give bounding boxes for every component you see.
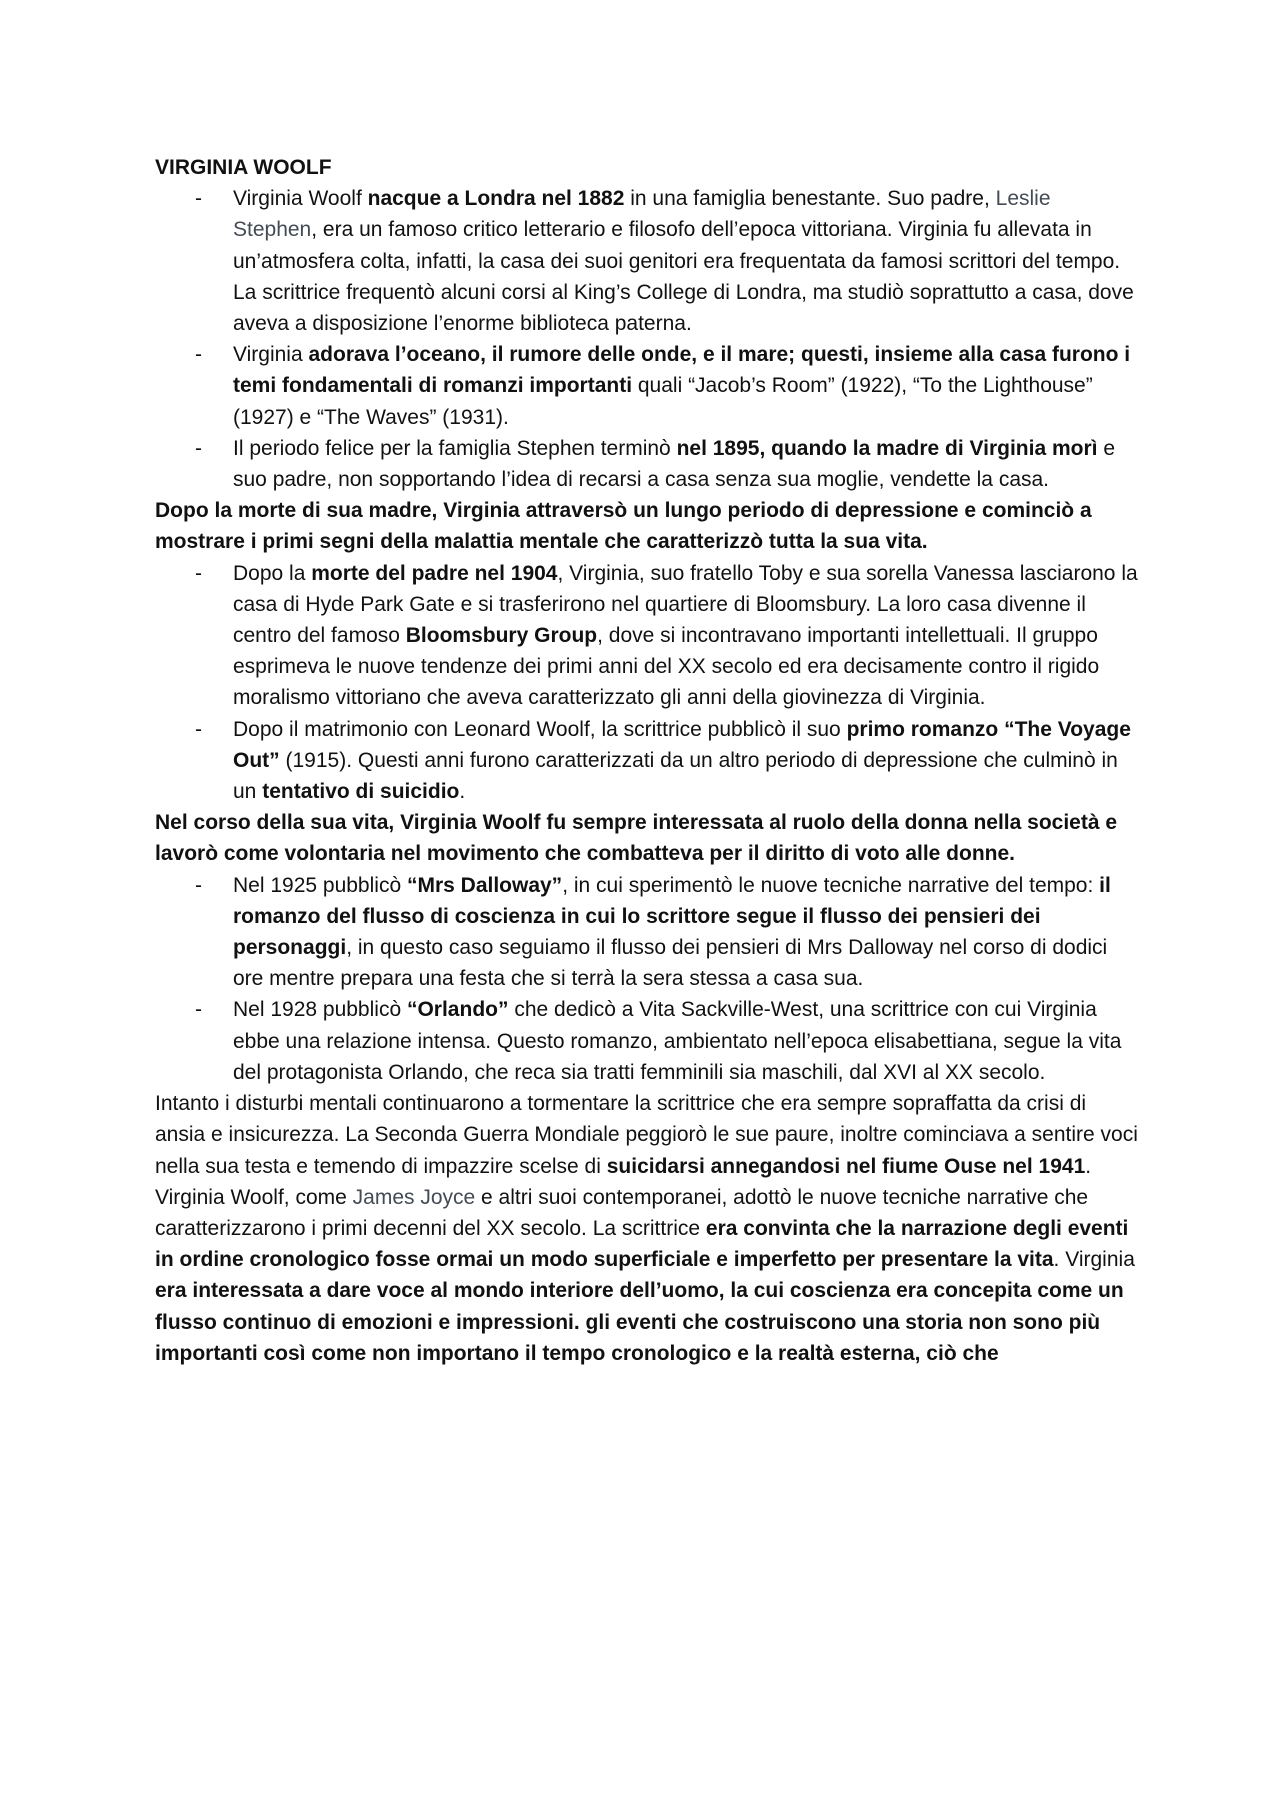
paragraph-women-rights (155, 807, 1140, 869)
paragraph-late-life (155, 1088, 1140, 1182)
bold-run: nacque a Londra nel 1882 (367, 187, 625, 211)
text-run: , in questo caso seguiamo il flusso dei pensieri di Mrs Dalloway nel corso di dodici ore mentre prepara una festa che si terrà la sera stessa a casa sua. (233, 936, 1108, 991)
paragraph-depression (155, 495, 1140, 557)
text-run: e suo padre, non sopportando l’idea di recarsi a casa senza sua moglie, vendette la casa. (233, 436, 1115, 492)
bold-run: tentativo di suicidio (262, 780, 460, 804)
list-item (233, 183, 1140, 339)
text-run: quali “Jacob’s Room” (1922), “To the Lighthouse” (1927) e “The Waves” (1931). (233, 374, 1093, 429)
text-run: Intanto i disturbi mentali continuarono a tormentare la scrittrice che era sempre sopraffatta da crisi di ansia e insicurezza. La Seconda Guerra Mondiale peggiorò le sue paure, inoltre cominciava a sentire voci nella sua testa e temendo di impazzire scelse di (155, 1092, 1138, 1178)
list-item (233, 339, 1140, 433)
text-run: Il periodo felice per la famiglia Stephen terminò (233, 436, 677, 460)
text-run: Virginia (233, 343, 309, 367)
text-run: , era un famoso critico letterario e filosofo dell’epoca vittoriana. Virginia fu allevata in un’atmosfera colta, infatti, la casa dei suoi genitori era frequentata da famosi scrittori del tempo. La scrittrice frequentò alcuni corsi al King’s College di Londra, ma studiò soprattutto a casa, dove aveva a disposizione l’enorme biblioteca paterna. (233, 218, 1134, 336)
text-run: , dove si incontravano importanti intellettuali. Il gruppo esprimeva le nuove tendenze dei primi anni del XX secolo ed era decisamente contro il rigido moralismo vittoriano che aveva caratterizzato gli anni della giovinezza di Virginia. (233, 624, 1100, 710)
name-link-james-joyce[interactable]: James Joyce (352, 1185, 476, 1209)
text-run: . (459, 780, 466, 804)
bold-run: era interessata a dare voce al mondo interiore dell’uomo, la cui coscienza era concepita come un flusso continuo di emozioni e impressioni. gli eventi che costruiscono una storia non sono più importanti così come non importano il tempo cronologico e la realtà esterna, ciò che (155, 1279, 1124, 1365)
list-item (233, 558, 1140, 714)
bold-run: morte del padre nel 1904 (311, 561, 558, 585)
bold-run: “Orlando” (406, 998, 509, 1022)
text-run: che dedicò a Vita Sackville-West, una scrittrice con cui Virginia ebbe una relazione intensa. Questo romanzo, ambientato nell’epoca elisabettiana, segue la vita del protagonista Orlando, che reca sia tratti femminili sia maschili, dal XVI al XX secolo. (233, 998, 1122, 1084)
document-title: VIRGINIA WOOLF (155, 156, 332, 179)
bullet-list-bloomsbury (155, 558, 1140, 808)
bold-run: suicidarsi annegandosi nel fiume Ouse nel 1941 (606, 1154, 1086, 1178)
text-run: (1915). Questi anni furono caratterizzati da un altro periodo di depressione che culminò in un (233, 748, 1118, 804)
list-item (233, 870, 1140, 995)
list-item (233, 994, 1140, 1088)
text-run: in una famiglia benestante. Suo padre, (624, 187, 996, 211)
bold-run: Dopo la morte di sua madre, Virginia attraversò un lungo periodo di depressione e cominciò a mostrare i primi segni della malattia mentale che caratterizzò tutta la sua vita. (155, 499, 1092, 554)
text-run: . (1085, 1154, 1092, 1178)
name-link-leslie-stephen[interactable]: Leslie Stephen (233, 187, 1051, 242)
text-run: Virginia Woolf, come (155, 1185, 353, 1209)
text-run: e altri suoi contemporanei, adottò le nuove tecniche narrative che caratterizzarono i primi decenni del XX secolo. La scrittrice (155, 1185, 1089, 1240)
bold-run: il romanzo del flusso di coscienza in cui lo scrittore segue il flusso dei pensieri dei personaggi (233, 873, 1111, 960)
bold-run: “Mrs Dalloway” (406, 873, 563, 897)
bold-run: Nel corso della sua vita, Virginia Woolf fu sempre interessata al ruolo della donna nella società e lavorò come volontaria nel movimento che combatteva per il diritto di voto alle donne. (155, 811, 1118, 866)
list-item (233, 714, 1140, 808)
bold-run: era convinta che la narrazione degli eventi in ordine cronologico fosse ormai un modo superficiale e imperfetto per presentare la vita (155, 1216, 1129, 1272)
list-item (233, 433, 1140, 495)
paragraph-narrative-technique (155, 1182, 1140, 1369)
bullet-list-novels (155, 870, 1140, 1088)
bold-run: adorava l’oceano, il rumore delle onde, e il mare; questi, insieme alla casa furono i temi fondamentali di romanzi importanti (233, 343, 1131, 398)
text-run: Nel 1925 pubblicò (233, 873, 407, 897)
document-page (155, 152, 1140, 1369)
bold-run: primo romanzo “The Voyage Out” (233, 717, 1131, 772)
text-run: , in cui sperimentò le nuove tecniche narrative del tempo: (562, 873, 1100, 897)
text-run: Dopo la (233, 561, 312, 585)
text-run: Nel 1928 pubblicò (233, 998, 407, 1022)
text-run: , Virginia, suo fratello Toby e sua sorella Vanessa lasciarono la casa di Hyde Park Gate e si trasferirono nel quartiere di Bloomsbury. La loro casa divenne il centro del famoso (233, 561, 1138, 648)
bold-run: Bloomsbury Group (405, 624, 598, 648)
text-run: Dopo il matrimonio con Leonard Woolf, la scrittrice pubblicò il suo (233, 717, 847, 741)
bold-run: nel 1895, quando la madre di Virginia morì (676, 436, 1098, 460)
text-run: . Virginia (1053, 1248, 1135, 1272)
text-run: Virginia Woolf (233, 187, 368, 211)
bullet-list-early-life (155, 183, 1140, 495)
